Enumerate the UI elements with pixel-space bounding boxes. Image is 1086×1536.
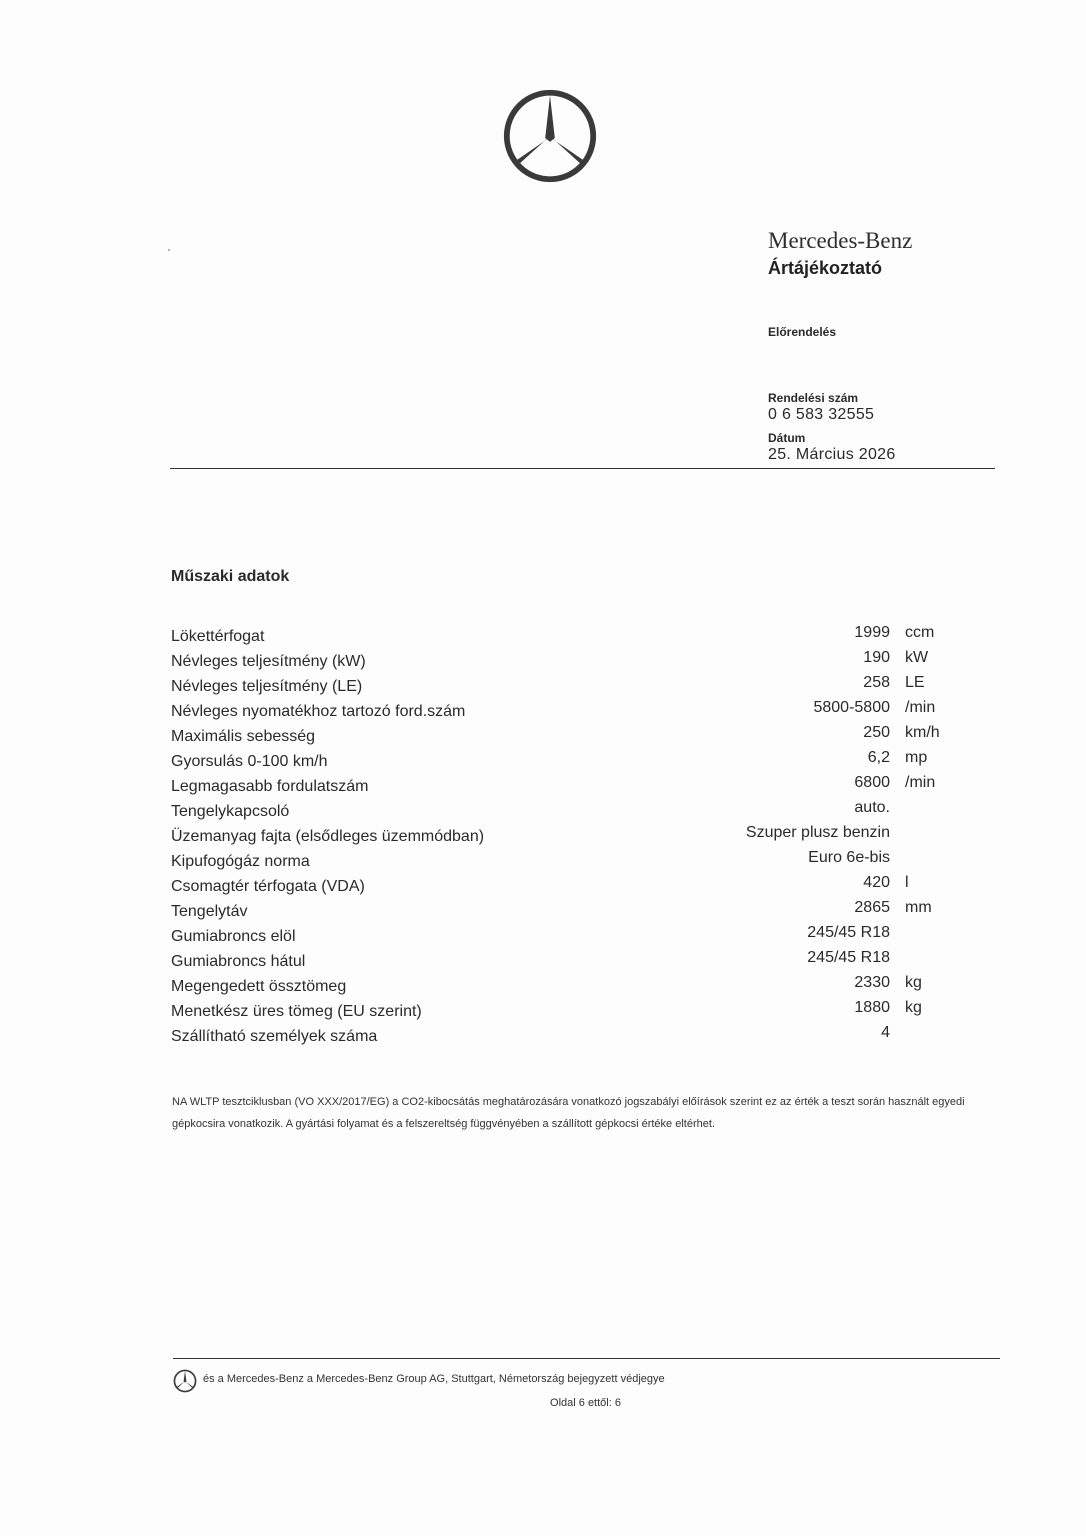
mercedes-star-small-icon: [173, 1369, 197, 1393]
date-label: Dátum: [768, 431, 806, 445]
spec-unit: mm: [905, 899, 932, 916]
spec-row: [171, 624, 971, 653]
spec-value: 4: [881, 1024, 890, 1041]
spec-value: 420: [863, 874, 890, 891]
spec-value: 190: [863, 649, 890, 666]
spec-value: 245/45 R18: [807, 949, 890, 966]
spec-label: Legmagasabb fordulatszám: [171, 778, 369, 795]
spec-value: 1999: [854, 624, 890, 641]
mercedes-star-icon: [502, 88, 598, 184]
spec-row: [171, 874, 971, 903]
footer-divider: [173, 1358, 1000, 1359]
spec-row: [171, 999, 971, 1028]
spec-value: auto.: [854, 799, 890, 816]
spec-value: 5800-5800: [813, 699, 890, 716]
spec-row: [171, 749, 971, 778]
spec-row: [171, 649, 971, 678]
spec-value: 245/45 R18: [807, 924, 890, 941]
header-divider: [170, 468, 995, 469]
spec-label: Gumiabroncs elöl: [171, 928, 296, 945]
spec-unit: kg: [905, 999, 922, 1016]
spec-row: [171, 724, 971, 753]
spec-value: 250: [863, 724, 890, 741]
spec-unit: /min: [905, 774, 936, 791]
scan-speck: [168, 249, 170, 251]
spec-value: Szuper plusz benzin: [745, 824, 890, 841]
spec-value: 2330: [854, 974, 890, 991]
spec-value: 258: [863, 674, 890, 691]
spec-label: Tengelykapcsoló: [171, 803, 290, 820]
spec-value: 1880: [854, 999, 890, 1016]
spec-row: [171, 1024, 971, 1053]
spec-label: Tengelytáv: [171, 903, 248, 920]
spec-label: Maximális sebesség: [171, 728, 316, 745]
document-title: Ártájékoztató: [768, 258, 883, 278]
spec-row: [171, 774, 971, 803]
spec-unit: mp: [905, 749, 928, 766]
brand-name: Mercedes-Benz: [768, 228, 913, 253]
spec-unit: LE: [905, 674, 925, 691]
spec-label: Kipufogógáz norma: [171, 853, 310, 870]
spec-label: Megengedett össztömeg: [171, 978, 347, 995]
spec-label: Gyorsulás 0-100 km/h: [171, 753, 328, 770]
spec-label: Üzemanyag fajta (elsődleges üzemmódban): [171, 828, 485, 845]
spec-row: [171, 974, 971, 1003]
order-number-value: 0 6 583 32555: [768, 406, 875, 423]
spec-label: Menetkész üres tömeg (EU szerint): [171, 1003, 422, 1020]
page-number: Oldal 6 ettől: 6: [550, 1397, 621, 1409]
spec-unit: kW: [905, 649, 929, 666]
spec-label: Gumiabroncs hátul: [171, 953, 306, 970]
spec-row: [171, 949, 971, 978]
spec-value: 2865: [854, 899, 890, 916]
preorder-label: Előrendelés: [768, 325, 837, 339]
spec-unit: ccm: [905, 624, 935, 641]
spec-label: Szállítható személyek száma: [171, 1028, 378, 1045]
spec-label: Névleges teljesítmény (LE): [171, 678, 363, 695]
spec-label: Lökettérfogat: [171, 628, 265, 645]
footnote: NA WLTP tesztciklusban (VO XXX/2017/EG) a CO2-kibocsátás meghatározására vonatkozó jogszabályi előírások szerint ez az érték a teszt során használt egyedi gépkocsira vonatkozik. A gyártási folyamat és a felszereltség függvényében a szállított gépkocsi értéke eltérhet.: [172, 1096, 965, 1130]
spec-label: Névleges nyomatékhoz tartozó ford.szám: [171, 703, 466, 720]
spec-unit: kg: [905, 974, 922, 991]
spec-unit: km/h: [905, 724, 940, 741]
spec-row: [171, 849, 971, 878]
date-value: 25. Március 2026: [768, 446, 896, 463]
specs-table: [171, 624, 971, 1053]
spec-label: Névleges teljesítmény (kW): [171, 653, 366, 670]
order-number-label: Rendelési szám: [768, 391, 859, 405]
spec-value: Euro 6e-bis: [808, 849, 890, 866]
spec-row: [171, 699, 971, 728]
spec-label: Csomagtér térfogata (VDA): [171, 878, 365, 895]
section-title: Műszaki adatok: [171, 568, 290, 585]
spec-value: 6800: [854, 774, 890, 791]
trademark-text: és a Mercedes-Benz a Mercedes-Benz Group AG, Stuttgart, Németország bejegyzett védjegye: [203, 1373, 665, 1385]
spec-unit: l: [905, 874, 909, 891]
spec-unit: /min: [905, 699, 936, 716]
spec-value: 6,2: [867, 749, 890, 766]
